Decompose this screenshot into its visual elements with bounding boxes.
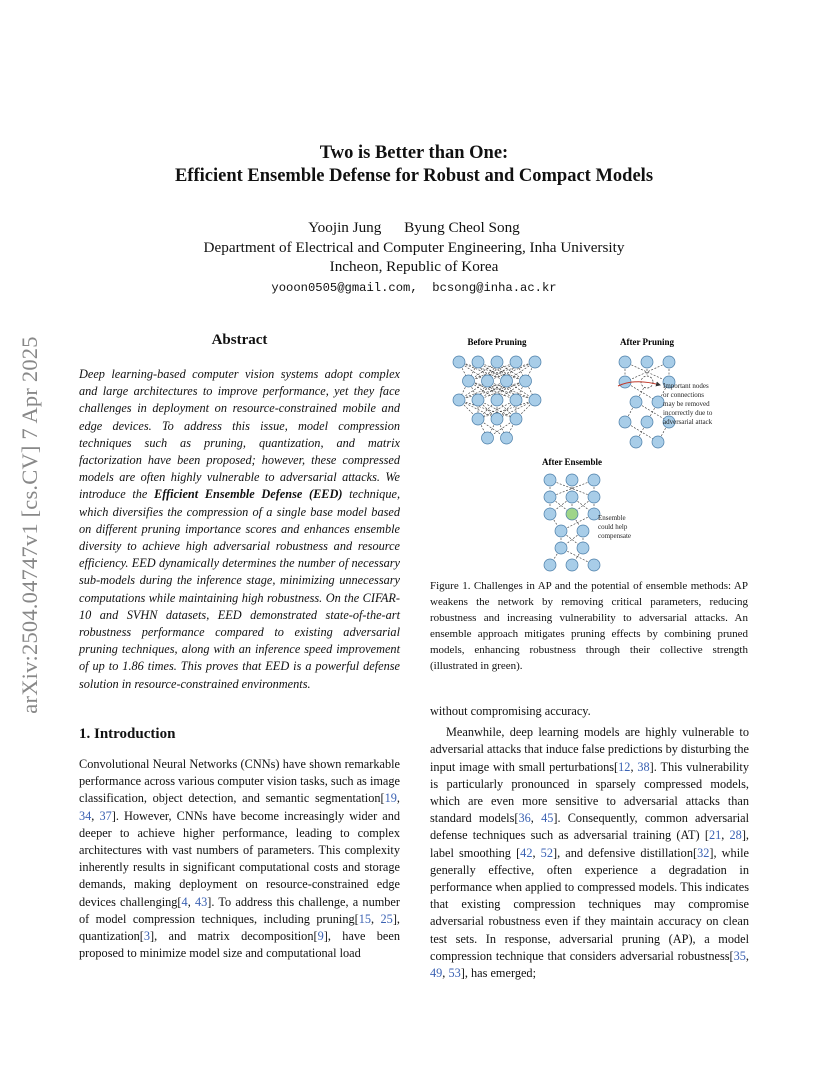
citation-link[interactable]: 43	[194, 894, 208, 909]
network-node	[588, 474, 600, 486]
network-node	[566, 491, 578, 503]
network-node	[630, 396, 642, 408]
citation-link[interactable]: 3	[143, 929, 151, 944]
network-node	[663, 356, 675, 368]
label-before-pruning: Before Pruning	[467, 337, 527, 347]
citation-link[interactable]: 12	[618, 759, 631, 774]
network-node	[544, 491, 556, 503]
citation-link[interactable]: 37	[99, 808, 112, 823]
network-node	[566, 508, 578, 520]
network-node	[472, 356, 484, 368]
network-node	[472, 394, 484, 406]
network-node	[544, 474, 556, 486]
network-node	[453, 356, 465, 368]
abstract-body: Deep learning-based computer vision systems adopt complex and large architectures to improve performance, yet they face challenges in deployment on resource-constrained mobile and edge devices. To address this issue, model compression techniques such as pruning, quantization, and matrix factorization have been proposed; however, these compressed models are often highly vulnerable to adversarial attacks. We introduce the Efficient Ensemble Defense (EED) technique, which diversifies the compression of a single base model based on different pruning importance scores and enhances ensemble diversity to achieve high adversarial robustness and resource efficiency. EED dynamically determines the number of necessary sub-models during the inference stage, minimizing unnecessary computations while maintaining high robustness. On the CIFAR-10 and SVHN datasets, EED demonstrated state-of-the-art robustness performance compared to existing adversarial pruning techniques, along with an inference speed improvement of up to 1.86 times. This proves that EED is a powerful defense solution in resource-constrained environments.	[79, 367, 401, 691]
network-node	[619, 356, 631, 368]
citation-link[interactable]: 25	[380, 911, 393, 926]
emails[interactable]: yooon0505@gmail.com, bcsong@inha.ac.kr	[271, 281, 557, 295]
network-node	[529, 394, 541, 406]
label-after-pruning: After Pruning	[619, 337, 675, 347]
network-edge	[459, 400, 516, 419]
figure-1-caption: Figure 1. Challenges in AP and the potential of ensemble methods: AP weakens the network by removing critical parameters, reducing robustness and increasing vulnerability to adversarial attacks. An ensemble approach mitigates pruning effects by combining pruned models, enhancing robustness through their collective strength (illustrated in green).	[430, 580, 748, 672]
arxiv-stamp	[10, 290, 50, 760]
network-node	[566, 559, 578, 571]
network-node	[641, 416, 653, 428]
network-node	[510, 413, 522, 425]
network-node	[577, 542, 589, 554]
network-node	[491, 394, 503, 406]
network-node	[453, 394, 465, 406]
network-node	[491, 413, 503, 425]
right-col-first-line: without compromising accuracy.	[430, 704, 591, 718]
note-after-pruning: Important nodes or connections may be removed incorrectly due to adversarial attack	[663, 382, 713, 426]
network-node	[510, 394, 522, 406]
network-node	[630, 436, 642, 448]
citation-link[interactable]: 21	[708, 828, 722, 843]
citation-link[interactable]: 9	[317, 929, 324, 944]
citation-link[interactable]: 28	[729, 828, 742, 843]
network-node	[544, 559, 556, 571]
authors: Yoojin Jung Byung Cheol Song	[308, 219, 520, 236]
network-node	[482, 375, 494, 387]
citation-link[interactable]: 38	[637, 759, 650, 774]
citation-link[interactable]: 53	[448, 966, 461, 981]
citation-link[interactable]: 19	[384, 791, 397, 806]
network-node	[652, 436, 664, 448]
network-node	[510, 356, 522, 368]
note-ensemble: Ensemble could help compensate	[598, 514, 632, 540]
network-node	[566, 474, 578, 486]
citation-link[interactable]: 36	[518, 811, 531, 826]
network-node	[472, 413, 484, 425]
network-node	[520, 375, 532, 387]
paper-title-line2: Efficient Ensemble Defense for Robust and Compact Models	[174, 166, 654, 186]
network-edge	[478, 400, 535, 419]
label-after-ensemble: After Ensemble	[541, 457, 603, 467]
citation-link[interactable]: 52	[540, 845, 553, 860]
citation-link[interactable]: 34	[79, 808, 92, 823]
network-node	[577, 525, 589, 537]
network-node	[501, 432, 513, 444]
network-node	[555, 542, 567, 554]
citation-link[interactable]: 32	[697, 845, 710, 860]
network-node	[619, 416, 631, 428]
location: Incheon, Republic of Korea	[329, 258, 499, 275]
intro-body: Convolutional Neural Networks (CNNs) have shown remarkable performance across various computer vision tasks, such as image classification, object detection, and semantic segmentation[19, 34, 37]. However, CNNs have become increasingly wider and deeper to achieve higher performance, leading to complex architectures with vast numbers of parameters. This complexity inherently results in significant computational costs and storage demands, making deployment on resource-constrained edge devices challenging[4, 43]. To address this challenge, a number of model compression techniques, including pruning[15, 25], quantization[3], and matrix decomposition[9], have been proposed to minimize model size and computational load	[79, 757, 400, 961]
paper-title-line1: Two is Better than One:	[319, 143, 509, 163]
citation-link[interactable]: 45	[541, 811, 554, 826]
network-node	[482, 432, 494, 444]
affiliation: Department of Electrical and Computer Engineering, Inha University	[203, 239, 625, 256]
citation-link[interactable]: 4	[181, 894, 188, 909]
network-node	[588, 559, 600, 571]
network-node	[544, 508, 556, 520]
right-column-body: without compromising accuracy. Meanwhile, deep learning models are highly vulnerable to adversarial attacks that induce false predictions by disturbing the input image with small perturbations[12, 38]. This vulnerability is particularly pronounced in sparsely compressed models, which are even more sensitive to adversarial attacks than standard models[36, 45]. Consequently, common adversarial defense techniques such as adversarial training (AT) [21, 28], label smoothing [42, 52], and defensive distillation[32], while generally effective, often experience a degradation in performance when applied to compressed models. This indicates that existing compression techniques may compromise adversarial robustness even if they maintain accuracy on clean test sets. In response, adversarial pruning (AP), a model compression technique that considers adversarial robustness[35, 49, 53], has emerged;	[430, 704, 749, 981]
figure-1-diagram	[430, 330, 730, 575]
network-node	[491, 356, 503, 368]
citation-link[interactable]: 35	[733, 948, 746, 963]
network-node	[555, 525, 567, 537]
network-node	[501, 375, 513, 387]
citation-link[interactable]: 49	[430, 966, 443, 981]
citation-link[interactable]: 15	[358, 911, 372, 926]
citation-link[interactable]: 42	[520, 845, 533, 860]
arxiv-stamp-text: arXiv:2504.04747v1 [cs.CV] 7 Apr 2025	[17, 336, 42, 714]
network-node	[641, 356, 653, 368]
network-node	[463, 375, 475, 387]
network-node	[529, 356, 541, 368]
intro-heading: 1. Introduction	[79, 726, 176, 742]
abstract-heading: Abstract	[211, 332, 268, 348]
network-node	[588, 491, 600, 503]
